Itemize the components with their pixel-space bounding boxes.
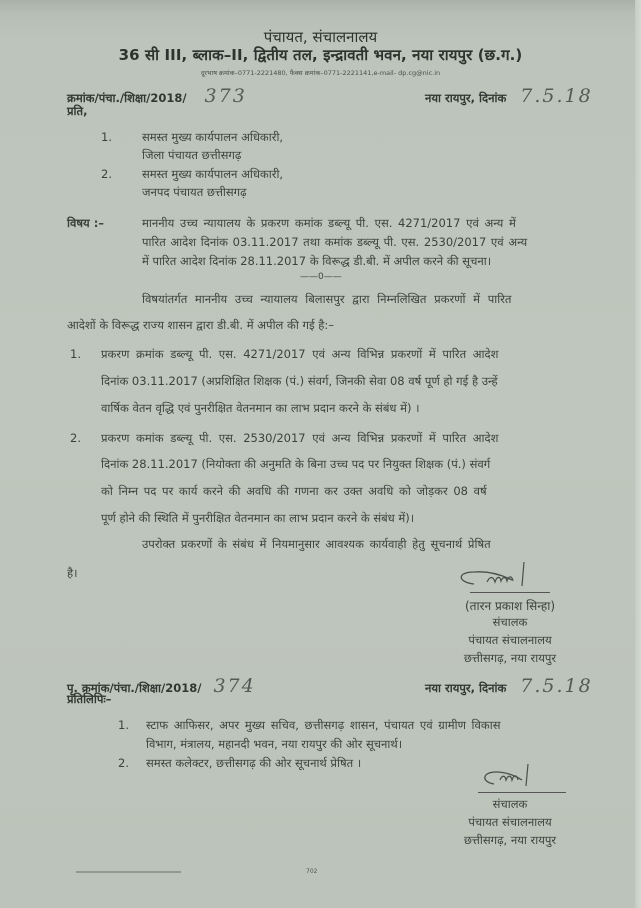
copy-place-date-label: नया रायपुर, दिनांक [425, 681, 507, 695]
item-number: 1. [70, 347, 81, 361]
signatory-name: (तारन प्रकाश सिन्हा) [464, 599, 556, 613]
office-contact: दूरभाष क्रमांक–0771-2221480, फैक्स क्रमांक–0771-2221141,e-mail- dp.cg@nic.in [200, 69, 441, 77]
signatory-designation: संचालक [492, 615, 528, 629]
subject-line: माननीय उच्च न्यायालय के प्रकरण कमांक डब्ल्यू पी. एस. 4271/2017 एवं अन्य में [142, 216, 516, 230]
closing-line: उपरोक्त प्रकरणों के संबंध में नियमानुसार आवश्यक कार्यवाही हेतु सूचनार्थ प्रेषित [142, 537, 491, 551]
signatory-office: पंचायत संचालनालय [468, 633, 552, 647]
copy-reference-prefix: पृ. क्रमांक/पंचा./शिक्षा/2018/ [67, 681, 202, 695]
to-label: प्रति, [67, 104, 88, 118]
handwritten-copy-date: 7.5.18 [520, 675, 593, 697]
subject-label: विषय :– [67, 216, 105, 230]
item-line: को निम्न पद पर कार्य करने की अवधि की गणना कर उक्त अवधि को जोड़कर 08 वर्ष [101, 484, 487, 498]
reference-number [67, 85, 247, 107]
copy-item-line: विभाग, मंत्रालय, महानदी भवन, नया रायपुर की ओर सूचनार्थ। [146, 737, 403, 751]
item-number: 2. [70, 431, 81, 445]
item-line: प्रकरण कमांक डब्ल्यू पी. एस. 2530/2017 एवं अन्य विभिन्न प्रकरणों में पारित आदेश [101, 431, 499, 445]
recipient-line: जनपद पंचायत छत्तीसगढ़ [142, 185, 247, 199]
place-date-label: नया रायपुर, दिनांक [425, 91, 507, 105]
page-number: 702 [306, 868, 318, 875]
recipient-number: 2. [101, 167, 112, 181]
office-title: पंचायत, संचालनालय [263, 28, 378, 46]
signature-scribble [452, 560, 562, 596]
signatory-location: छत्तीसगढ़, नया रायपुर [463, 651, 557, 665]
item-line: दिनांक 03.11.2017 (अप्रशिक्षित शिक्षक (पं.) संवर्ग, जिनकी सेवा 08 वर्ष पूर्ण हो गई है उन्हें [101, 374, 498, 388]
signature-line [478, 792, 566, 793]
handwritten-copy-ref-number: 374 [213, 675, 256, 697]
intro-line: आदेशों के विरूद्ध राज्य शासन द्वारा डी.बी. में अपील की गई है:– [67, 318, 334, 332]
recipient-line: समस्त मुख्य कार्यपालन अधिकारी, [142, 130, 284, 144]
copy-place-date [425, 675, 593, 697]
signature-line [470, 592, 550, 593]
item-line: पूर्ण होने की स्थिति में पुनरीक्षित वेतनमान का लाभ प्रदान करने के संबंध में)। [101, 511, 415, 525]
item-line: वार्षिक वेतन वृद्धि एवं पुनरीक्षित वेतनमान का लाभ प्रदान करने के संबंध में) । [101, 401, 420, 415]
reference-prefix: क्रमांक/पंचा./शिक्षा/2018/ [67, 91, 187, 105]
copy-label: प्रतिलिपिः– [67, 692, 112, 706]
closing-line: है। [67, 566, 78, 580]
subject-line: पारित आदेश दिनांक 03.11.2017 तथा कमांक डब्ल्यू पी. एस. 2530/2017 एवं अन्य [142, 235, 528, 249]
handwritten-date: 7.5.18 [520, 85, 593, 107]
item-line: दिनांक 28.11.2017 (नियोक्ता की अनुमति के बिना उच्च पद पर नियुक्त शिक्षक (पं.) संवर्ग [101, 457, 491, 471]
copy-item-number: 2. [118, 756, 129, 770]
handwritten-ref-number: 373 [204, 85, 247, 107]
copy-signatory-designation: संचालक [492, 797, 528, 811]
separator: ——0—— [300, 272, 342, 282]
copy-item-line: स्टाफ आफिसर, अपर मुख्य सचिव, छत्तीसगढ़ शासन, पंचायत एवं ग्रामीण विकास [146, 718, 501, 732]
signature-scribble [478, 762, 548, 796]
copy-signatory-location: छत्तीसगढ़, नया रायपुर [463, 833, 557, 847]
intro-line: विषयांतर्गत माननीय उच्च न्यायालय बिलासपुर द्वारा निम्नलिखित प्रकरणों में पारित [142, 292, 512, 306]
copy-item-number: 1. [118, 718, 129, 732]
subject-line: में पारित आदेश दिनांक 28.11.2017 के विरूद्ध डी.बी. में अपील करने की सूचना। [142, 254, 492, 268]
page-edge [635, 0, 641, 908]
recipient-number: 1. [101, 130, 112, 144]
recipient-line: समस्त मुख्य कार्यपालन अधिकारी, [142, 167, 284, 181]
office-address: 36 सी III, ब्लाक–II, द्वितीय तल, इन्द्रावती भवन, नया रायपुर (छ.ग.) [118, 46, 523, 64]
place-date [425, 85, 593, 107]
recipient-line: जिला पंचायत छत्तीसगढ़ [142, 148, 242, 162]
copy-item-line: समस्त कलेक्टर, छत्तीसगढ़ की ओर सूचनार्थ प्रेषित । [146, 756, 362, 770]
footer-file-path [76, 871, 181, 873]
item-line: प्रकरण क्रमांक डब्ल्यू पी. एस. 4271/2017 एवं अन्य विभिन्न प्रकरणों में पारित आदेश [101, 347, 499, 361]
copy-signatory-office: पंचायत संचालनालय [468, 815, 552, 829]
